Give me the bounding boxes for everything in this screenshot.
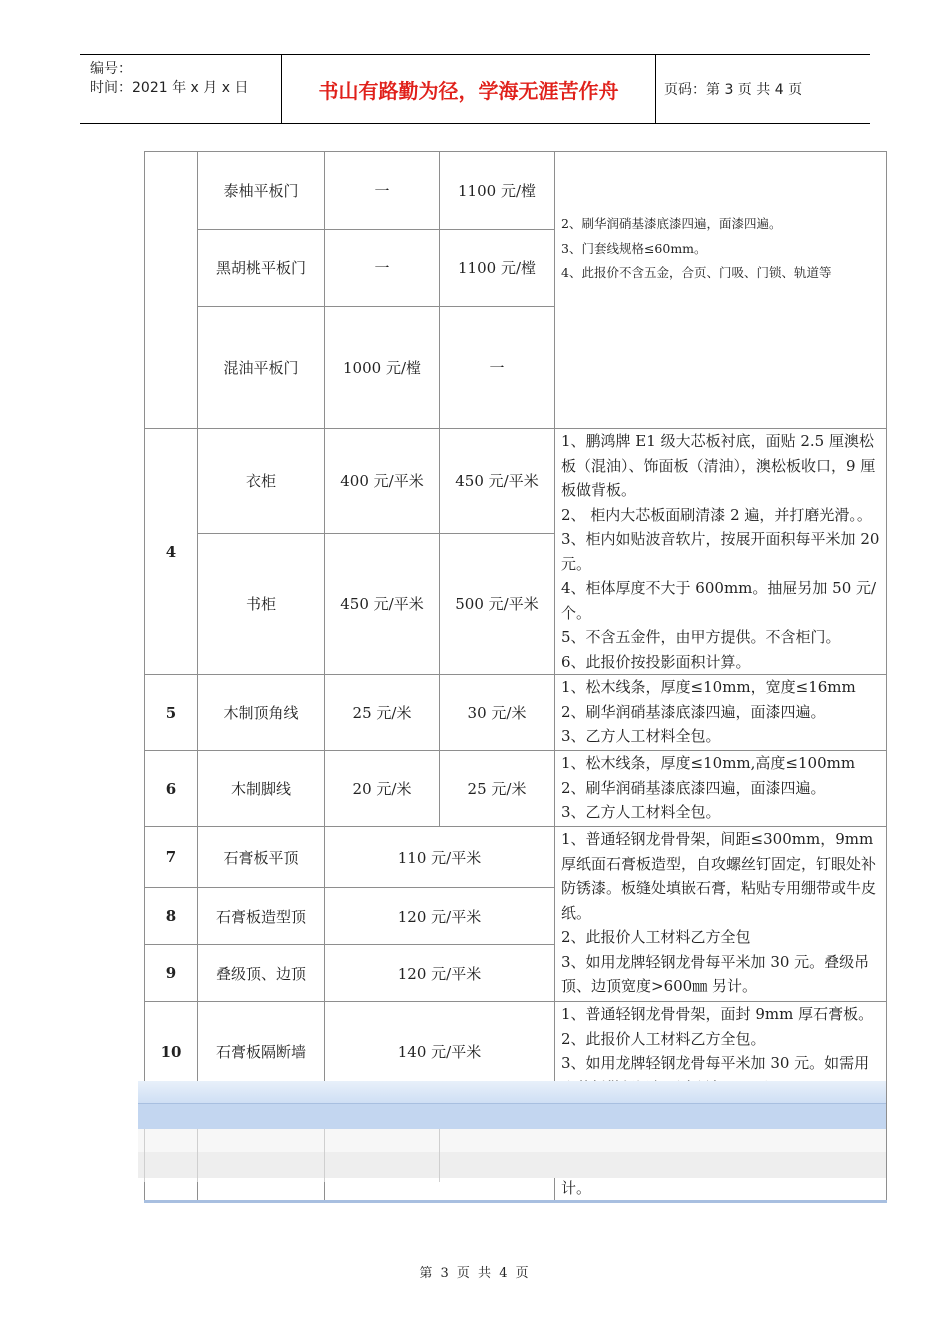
item-name: 叠级顶、边顶 — [198, 945, 325, 1002]
price: 140 元/平米 — [325, 1002, 555, 1102]
item-notes — [555, 827, 887, 1002]
table-row — [145, 751, 887, 827]
note-line: 1、普通轻钢龙骨骨架，面封 9mm 厚石膏板。 — [561, 1005, 874, 1023]
item-name: 石膏板隔断墙 — [198, 1002, 325, 1102]
item-name: 石膏板平顶 — [198, 827, 325, 888]
decorative-band — [138, 1081, 886, 1103]
decorative-band — [138, 1103, 886, 1130]
motto: 书山有路勤为径，学海无涯苦作舟 — [281, 55, 656, 123]
price-1: 20 元/米 — [325, 751, 440, 827]
page-footer: 第 3 页 共 4 页 — [419, 1266, 531, 1281]
table-row — [145, 827, 887, 888]
number-label: 编号： — [90, 61, 132, 77]
price-2: 1100 元/樘 — [440, 229, 555, 307]
decorative-band — [138, 1129, 886, 1152]
note-line: 3、如用龙牌轻钢龙骨每平米加 30 元。叠级吊顶、边顶宽度>600㎜ 另计。 — [561, 952, 870, 995]
table-row — [145, 675, 887, 751]
price-1: 1000 元/樘 — [325, 307, 440, 429]
price-2: 500 元/平米 — [440, 533, 555, 674]
price: 110 元/平米 — [325, 827, 555, 888]
note-line: 2、刷华润硝基漆底漆四遍，面漆四遍。 — [561, 216, 782, 231]
note-line: 1、普通轻钢龙骨骨架，间距≤300mm，9mm 厚纸面石膏板造型，自攻螺丝钉固定，钉眼处补防锈漆。板缝处填嵌石膏，粘贴专用绷带或牛皮纸。 — [561, 830, 877, 922]
price-table — [144, 151, 887, 1203]
item-name: 混油平板门 — [198, 307, 325, 429]
price-1: 400 元/平米 — [325, 429, 440, 534]
item-name: 书柜 — [198, 533, 325, 674]
item-name: 木制顶角线 — [198, 675, 325, 751]
price: 120 元/平米 — [325, 888, 555, 945]
divider — [144, 1129, 145, 1182]
divider — [439, 1129, 440, 1182]
price-1: 450 元/平米 — [325, 533, 440, 674]
item-name: 木制脚线 — [198, 751, 325, 827]
item-name: 泰柚平板门 — [198, 152, 325, 230]
note-line: 1、鹏鸿牌 E1 级大芯板衬底，面贴 2.5 厘澳松板（混油）、饰面板（清油），澳松板收口，9 厘板做背板。 — [561, 432, 876, 499]
row-number — [145, 152, 198, 429]
row-number: 10 — [145, 1002, 198, 1102]
note-line: 2、 柜内大芯板面刷清漆 2 遍，并打磨光滑。。 — [561, 505, 872, 524]
row-number: 8 — [145, 888, 198, 945]
item-notes — [555, 152, 887, 429]
price-1: 25 元/米 — [325, 675, 440, 751]
note-line: 1、松木线条，厚度≤10mm，宽度≤16mm — [561, 678, 856, 696]
row-number: 6 — [145, 751, 198, 827]
note-line: 3、门套线规格≤60mm。 — [561, 240, 707, 256]
note-line: 4、柜体厚度不大于 600mm。抽屉另加 50 元/个。 — [561, 579, 877, 622]
item-notes — [555, 429, 887, 675]
note-line: 2、刷华润硝基漆底漆四遍，面漆四遍。 — [561, 778, 826, 797]
item-name: 石膏板造型顶 — [198, 888, 325, 945]
price-2: 25 元/米 — [440, 751, 555, 827]
divider — [197, 1129, 198, 1182]
price-2: 一 — [440, 307, 555, 429]
divider — [324, 1129, 325, 1182]
table-row — [145, 429, 887, 534]
row-number: 9 — [145, 945, 198, 1002]
price: 120 元/平米 — [325, 945, 555, 1002]
price-2: 450 元/平米 — [440, 429, 555, 534]
page-header — [80, 54, 870, 124]
note-line: 计。 — [561, 1178, 592, 1197]
item-notes — [555, 751, 887, 827]
price-1: 一 — [325, 152, 440, 230]
item-name: 衣柜 — [198, 429, 325, 534]
row-number: 4 — [145, 429, 198, 675]
row-number: 5 — [145, 675, 198, 751]
note-line: 3、乙方人工材料全包。 — [561, 803, 721, 821]
item-notes — [555, 675, 887, 751]
time-label: 时间：2021 年 x 月 x 日 — [90, 80, 249, 96]
row-number: 7 — [145, 827, 198, 888]
note-line: 2、此报价人工材料乙方全包 — [561, 928, 751, 946]
decorative-band — [138, 1152, 886, 1178]
note-line: 4、此报价不含五金，合页、门吸、门锁、轨道等 — [561, 265, 832, 280]
price-2: 30 元/米 — [440, 675, 555, 751]
page-info: 页码：第 3 页 共 4 页 — [664, 82, 803, 98]
note-line: 2、刷华润硝基漆底漆四遍，面漆四遍。 — [561, 702, 826, 721]
note-line: 3、乙方人工材料全包。 — [561, 727, 721, 745]
note-line: 1、松木线条，厚度≤10mm,高度≤100mm — [561, 754, 856, 772]
door-notes — [561, 212, 879, 286]
price-1: 一 — [325, 229, 440, 307]
header-left — [90, 55, 280, 128]
note-line: 6、此报价按投影面积计算。 — [561, 652, 751, 671]
note-line: 3、如用龙牌轻钢龙骨每平米加 30 元。如需用 — [561, 1054, 870, 1072]
note-line: 3、柜内如贴波音软片，按展开面积每平米加 20 元。 — [561, 530, 880, 573]
item-name: 黑胡桃平板门 — [198, 229, 325, 307]
note-line: 5、不含五金件，由甲方提供。不含柜门。 — [561, 628, 841, 646]
price-2: 1100 元/樘 — [440, 152, 555, 230]
note-line: 2、此报价人工材料乙方全包。 — [561, 1029, 766, 1048]
